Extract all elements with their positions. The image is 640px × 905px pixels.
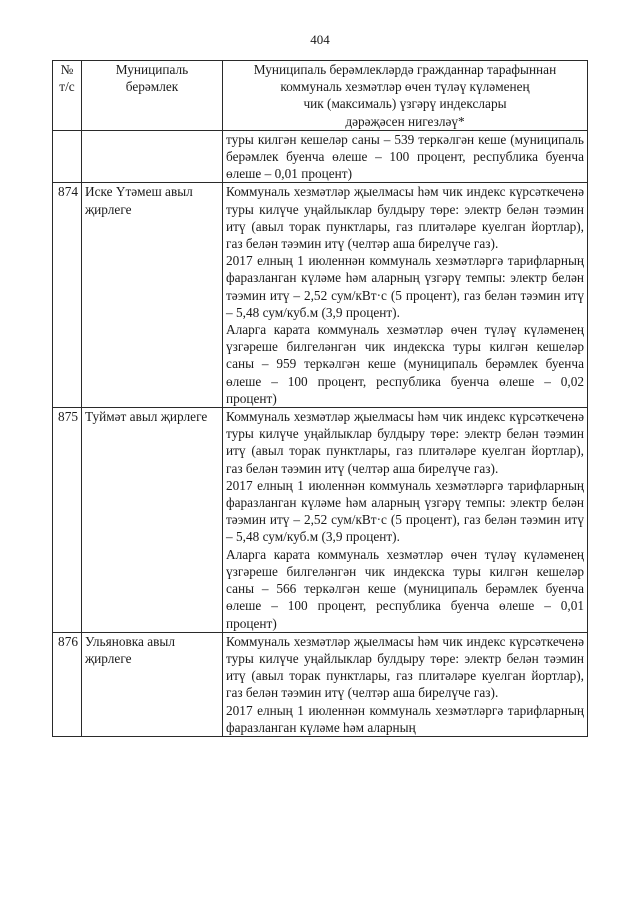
table-body (53, 130, 588, 736)
description-paragraph: Аларга карата коммуналь хезмәтләр өчен түләү күләменең үзгәреше билгеләнгән чик индекска туры килгән кешеләр саны – 566 теркәлгән кеше (муниципаль берәмлек буенча өлеше – 100 процент, республика буенча өлеше – 0,01 процент) (226, 546, 584, 631)
row-description (223, 130, 588, 183)
header-number (53, 61, 82, 131)
description-paragraph: 2017 елның 1 июленнән коммуналь хезмәтләргә тарифларның фаразланган күләме һәм аларның (226, 702, 584, 735)
table-row (53, 408, 588, 633)
header-municipality-line: берәмлек (125, 79, 179, 95)
row-municipality (82, 130, 223, 183)
header-description-line: дәрәҗәсен нигезләү* (345, 113, 465, 129)
row-description (223, 183, 588, 408)
row-description (223, 408, 588, 633)
row-description (223, 632, 588, 736)
table-header (53, 61, 588, 131)
row-number (53, 130, 82, 183)
row-municipality: Иске Үтәмеш авыл җирлеге (82, 183, 223, 408)
header-description-line: Муниципаль берәмлекләрдә гражданнар тарафыннан (253, 62, 557, 77)
row-municipality: Ульяновка авыл җирлеге (82, 632, 223, 736)
row-number: 875 (53, 408, 82, 633)
description-paragraph: Аларга карата коммуналь хезмәтләр өчен түләү күләменең үзгәреше билгеләнгән чик индекска туры килгән кешеләр саны – 959 теркәлгән кеше (муниципаль берәмлек буенча өлеше – 100 процент, республика буенча өлеше – 0,02 процент) (226, 322, 584, 406)
description-paragraph: 2017 елның 1 июленнән коммуналь хезмәтләргә тарифларның фаразланган күләме һәм аларның үзгәрү темпы: электр белән тәэмин итү – 2,52 сум/кВт·с (5 процент), газ белән тәэмин итү – 5,48 сум/куб.м (3,9 процент). (226, 477, 584, 545)
tariff-index-table (52, 60, 588, 737)
header-description (223, 61, 588, 131)
description-paragraph: туры килгән кешеләр саны – 539 теркәлгән кеше (муниципаль берәмлек буенча өлеше – 100 процент, республика буенча өлеше – 0,01 процент) (226, 131, 584, 182)
header-description-line: чик (максималь) үзгәрү индекслары (303, 96, 507, 112)
page-number: 404 (310, 32, 330, 47)
row-number: 874 (53, 183, 82, 408)
description-paragraph: Коммуналь хезмәтләр җыелмасы һәм чик индекс күрсәткеченә туры килүче уңайлыклар булдыру төре: электр белән тәэмин итү (авыл торак пунктлары, газ плитәләре куелган йортлар), газ белән тәэмин итү (челтәр аша бирелүче газ). (226, 633, 584, 701)
header-municipality-line: Муниципаль (115, 62, 189, 77)
table-row (53, 632, 588, 736)
description-paragraph: Коммуналь хезмәтләр җыелмасы һәм чик индекс күрсәткеченә туры килүче уңайлыклар булдыру төре: электр белән тәэмин итү (авыл торак пунктлары, газ плитәләре куелган йортлар), газ белән тәэмин итү (челтәр аша бирелүче газ). (226, 184, 584, 252)
header-number-line: № (60, 62, 74, 77)
row-number: 876 (53, 632, 82, 736)
row-municipality: Туймәт авыл җирлеге (82, 408, 223, 633)
table-row (53, 183, 588, 408)
header-municipality (82, 61, 223, 131)
header-description-line: коммуналь хезмәтләр өчен түләү күләменең (280, 79, 530, 95)
header-number-line: т/с (59, 79, 75, 95)
table-row (53, 130, 588, 183)
description-paragraph: 2017 елның 1 июленнән коммуналь хезмәтләргә тарифларның фаразланган күләме һәм аларның үзгәрү темпы: электр белән тәэмин итү – 2,52 сум/кВт·с (5 процент), газ белән тәэмин итү – 5,48 сум/куб.м (3,9 процент). (226, 253, 584, 320)
header-row (53, 61, 588, 131)
description-paragraph: Коммуналь хезмәтләр җыелмасы һәм чик индекс күрсәткеченә туры килүче уңайлыклар булдыру төре: электр белән тәэмин итү (авыл торак пунктлары, газ плитәләре куелган йортлар), газ белән тәэмин итү (челтәр аша бирелүче газ). (226, 409, 584, 476)
